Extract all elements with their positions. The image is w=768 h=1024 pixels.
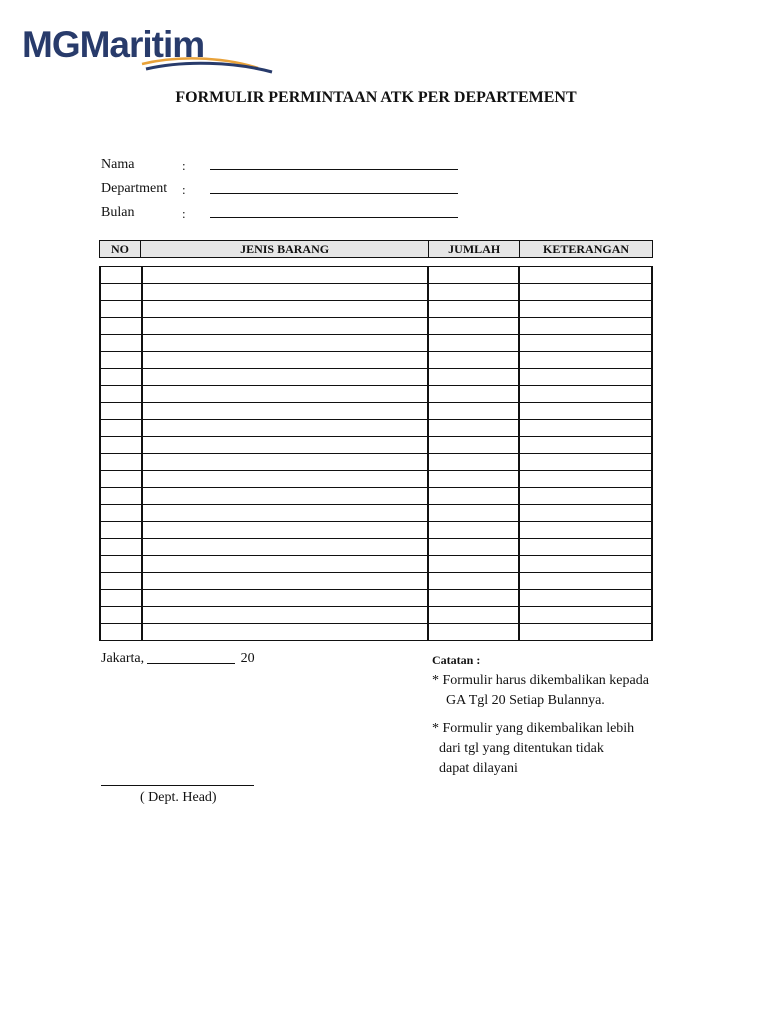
table-row <box>100 522 652 539</box>
nama-field[interactable] <box>210 169 458 170</box>
notes-title: Catatan : <box>432 653 481 667</box>
table-row <box>100 539 652 556</box>
table-row <box>100 267 652 284</box>
note-1-line-1: * Formulir harus dikembalikan kepada <box>432 673 649 688</box>
cell-no[interactable] <box>100 539 142 556</box>
cell-no[interactable] <box>100 471 142 488</box>
header-keterangan: KETERANGAN <box>520 241 653 258</box>
signature-date <box>101 651 255 667</box>
header-no: NO <box>100 241 141 258</box>
cell-jumlah[interactable] <box>428 624 519 641</box>
cell-keterangan[interactable] <box>519 624 652 641</box>
field-label-nama: Nama <box>101 157 135 172</box>
cell-jumlah[interactable] <box>428 454 519 471</box>
table-row <box>100 420 652 437</box>
table-row <box>100 454 652 471</box>
cell-jenis-barang[interactable] <box>142 590 429 607</box>
cell-no[interactable] <box>100 267 142 284</box>
cell-jenis-barang[interactable] <box>142 539 429 556</box>
cell-jenis-barang[interactable] <box>142 454 429 471</box>
table-row <box>100 505 652 522</box>
cell-jumlah[interactable] <box>428 607 519 624</box>
cell-jenis-barang[interactable] <box>142 420 429 437</box>
item-table <box>99 266 653 641</box>
field-colon: : <box>182 206 186 221</box>
place-label: Jakarta, <box>101 651 145 666</box>
cell-keterangan[interactable] <box>519 454 652 471</box>
cell-keterangan[interactable] <box>519 556 652 573</box>
note-2-line-1: * Formulir yang dikembalikan lebih <box>432 721 635 736</box>
cell-jumlah[interactable] <box>428 369 519 386</box>
cell-jumlah[interactable] <box>428 590 519 607</box>
field-colon: : <box>182 158 186 173</box>
cell-keterangan[interactable] <box>519 267 652 284</box>
table-row <box>100 437 652 454</box>
table-row <box>100 284 652 301</box>
field-label-department: Department <box>101 181 168 196</box>
table-row <box>100 352 652 369</box>
signature-role: ( Dept. Head) <box>140 790 217 805</box>
table-row <box>100 386 652 403</box>
field-colon: : <box>182 182 186 197</box>
cell-keterangan[interactable] <box>519 318 652 335</box>
cell-jenis-barang[interactable] <box>142 352 429 369</box>
cell-no[interactable] <box>100 403 142 420</box>
department-field[interactable] <box>210 193 458 194</box>
cell-no[interactable] <box>100 590 142 607</box>
cell-jumlah[interactable] <box>428 403 519 420</box>
cell-no[interactable] <box>100 284 142 301</box>
cell-keterangan[interactable] <box>519 607 652 624</box>
cell-keterangan[interactable] <box>519 386 652 403</box>
cell-no[interactable] <box>100 352 142 369</box>
cell-jenis-barang[interactable] <box>142 386 429 403</box>
cell-jumlah[interactable] <box>428 437 519 454</box>
header-jenis-barang: JENIS BARANG <box>140 241 428 258</box>
cell-jumlah[interactable] <box>428 352 519 369</box>
cell-jenis-barang[interactable] <box>142 284 429 301</box>
cell-jenis-barang[interactable] <box>142 522 429 539</box>
cell-jenis-barang[interactable] <box>142 301 429 318</box>
table-row <box>100 369 652 386</box>
cell-no[interactable] <box>100 437 142 454</box>
cell-keterangan[interactable] <box>519 369 652 386</box>
cell-jumlah[interactable] <box>428 556 519 573</box>
cell-keterangan[interactable] <box>519 471 652 488</box>
table-row <box>100 301 652 318</box>
company-logo <box>22 24 262 76</box>
cell-keterangan[interactable] <box>519 284 652 301</box>
note-2-line-2: dari tgl yang ditentukan tidak <box>439 741 604 756</box>
table-header <box>99 240 653 258</box>
cell-keterangan[interactable] <box>519 522 652 539</box>
cell-jumlah[interactable] <box>428 284 519 301</box>
year-prefix: 20 <box>240 651 255 666</box>
cell-jumlah[interactable] <box>428 522 519 539</box>
bulan-field[interactable] <box>210 217 458 218</box>
cell-jenis-barang[interactable] <box>142 471 429 488</box>
cell-keterangan[interactable] <box>519 352 652 369</box>
cell-jenis-barang[interactable] <box>142 505 429 522</box>
cell-no[interactable] <box>100 335 142 352</box>
table-row <box>100 624 652 641</box>
cell-no[interactable] <box>100 607 142 624</box>
cell-jumlah[interactable] <box>428 301 519 318</box>
cell-keterangan[interactable] <box>519 335 652 352</box>
cell-jumlah[interactable] <box>428 386 519 403</box>
logo-text: MGMaritim <box>22 24 205 65</box>
table-row <box>100 318 652 335</box>
cell-jumlah[interactable] <box>428 505 519 522</box>
table-row <box>100 488 652 505</box>
cell-no[interactable] <box>100 624 142 641</box>
cell-keterangan[interactable] <box>519 420 652 437</box>
note-1 <box>432 671 649 711</box>
cell-keterangan[interactable] <box>519 488 652 505</box>
cell-jenis-barang[interactable] <box>142 403 429 420</box>
cell-no[interactable] <box>100 454 142 471</box>
header-jumlah: JUMLAH <box>429 241 520 258</box>
cell-keterangan[interactable] <box>519 539 652 556</box>
cell-jenis-barang[interactable] <box>142 335 429 352</box>
cell-no[interactable] <box>100 301 142 318</box>
cell-jenis-barang[interactable] <box>142 607 429 624</box>
note-2-line-3: dapat dilayani <box>439 761 518 776</box>
cell-jumlah[interactable] <box>428 335 519 352</box>
cell-jenis-barang[interactable] <box>142 573 429 590</box>
cell-jumlah[interactable] <box>428 420 519 437</box>
cell-jenis-barang[interactable] <box>142 556 429 573</box>
cell-jenis-barang[interactable] <box>142 624 429 641</box>
cell-no[interactable] <box>100 420 142 437</box>
cell-keterangan[interactable] <box>519 301 652 318</box>
cell-jenis-barang[interactable] <box>142 437 429 454</box>
swoosh-navy <box>146 63 272 72</box>
cell-jenis-barang[interactable] <box>142 318 429 335</box>
table-row <box>100 403 652 420</box>
cell-no[interactable] <box>100 318 142 335</box>
date-field[interactable] <box>147 663 235 664</box>
cell-no[interactable] <box>100 556 142 573</box>
logo-swoosh-icon <box>140 54 275 74</box>
cell-jumlah[interactable] <box>428 488 519 505</box>
cell-keterangan[interactable] <box>519 505 652 522</box>
field-label-bulan: Bulan <box>101 205 135 220</box>
signature-line[interactable] <box>101 785 254 786</box>
note-2 <box>432 719 634 779</box>
table-row <box>100 556 652 573</box>
cell-no[interactable] <box>100 386 142 403</box>
cell-keterangan[interactable] <box>519 590 652 607</box>
cell-no[interactable] <box>100 573 142 590</box>
cell-jumlah[interactable] <box>428 539 519 556</box>
cell-jenis-barang[interactable] <box>142 267 429 284</box>
cell-no[interactable] <box>100 488 142 505</box>
cell-keterangan[interactable] <box>519 437 652 454</box>
table-row <box>100 471 652 488</box>
cell-jumlah[interactable] <box>428 573 519 590</box>
cell-jumlah[interactable] <box>428 318 519 335</box>
cell-jumlah[interactable] <box>428 471 519 488</box>
cell-jenis-barang[interactable] <box>142 488 429 505</box>
note-1-line-2: GA Tgl 20 Setiap Bulannya. <box>446 693 605 708</box>
cell-keterangan[interactable] <box>519 403 652 420</box>
cell-jumlah[interactable] <box>428 267 519 284</box>
table-row <box>100 335 652 352</box>
table-row <box>100 573 652 590</box>
cell-jenis-barang[interactable] <box>142 369 429 386</box>
cell-keterangan[interactable] <box>519 573 652 590</box>
table-row <box>100 607 652 624</box>
table-row <box>100 590 652 607</box>
cell-no[interactable] <box>100 522 142 539</box>
cell-no[interactable] <box>100 505 142 522</box>
form-title: FORMULIR PERMINTAAN ATK PER DEPARTEMENT <box>175 89 577 106</box>
cell-no[interactable] <box>100 369 142 386</box>
